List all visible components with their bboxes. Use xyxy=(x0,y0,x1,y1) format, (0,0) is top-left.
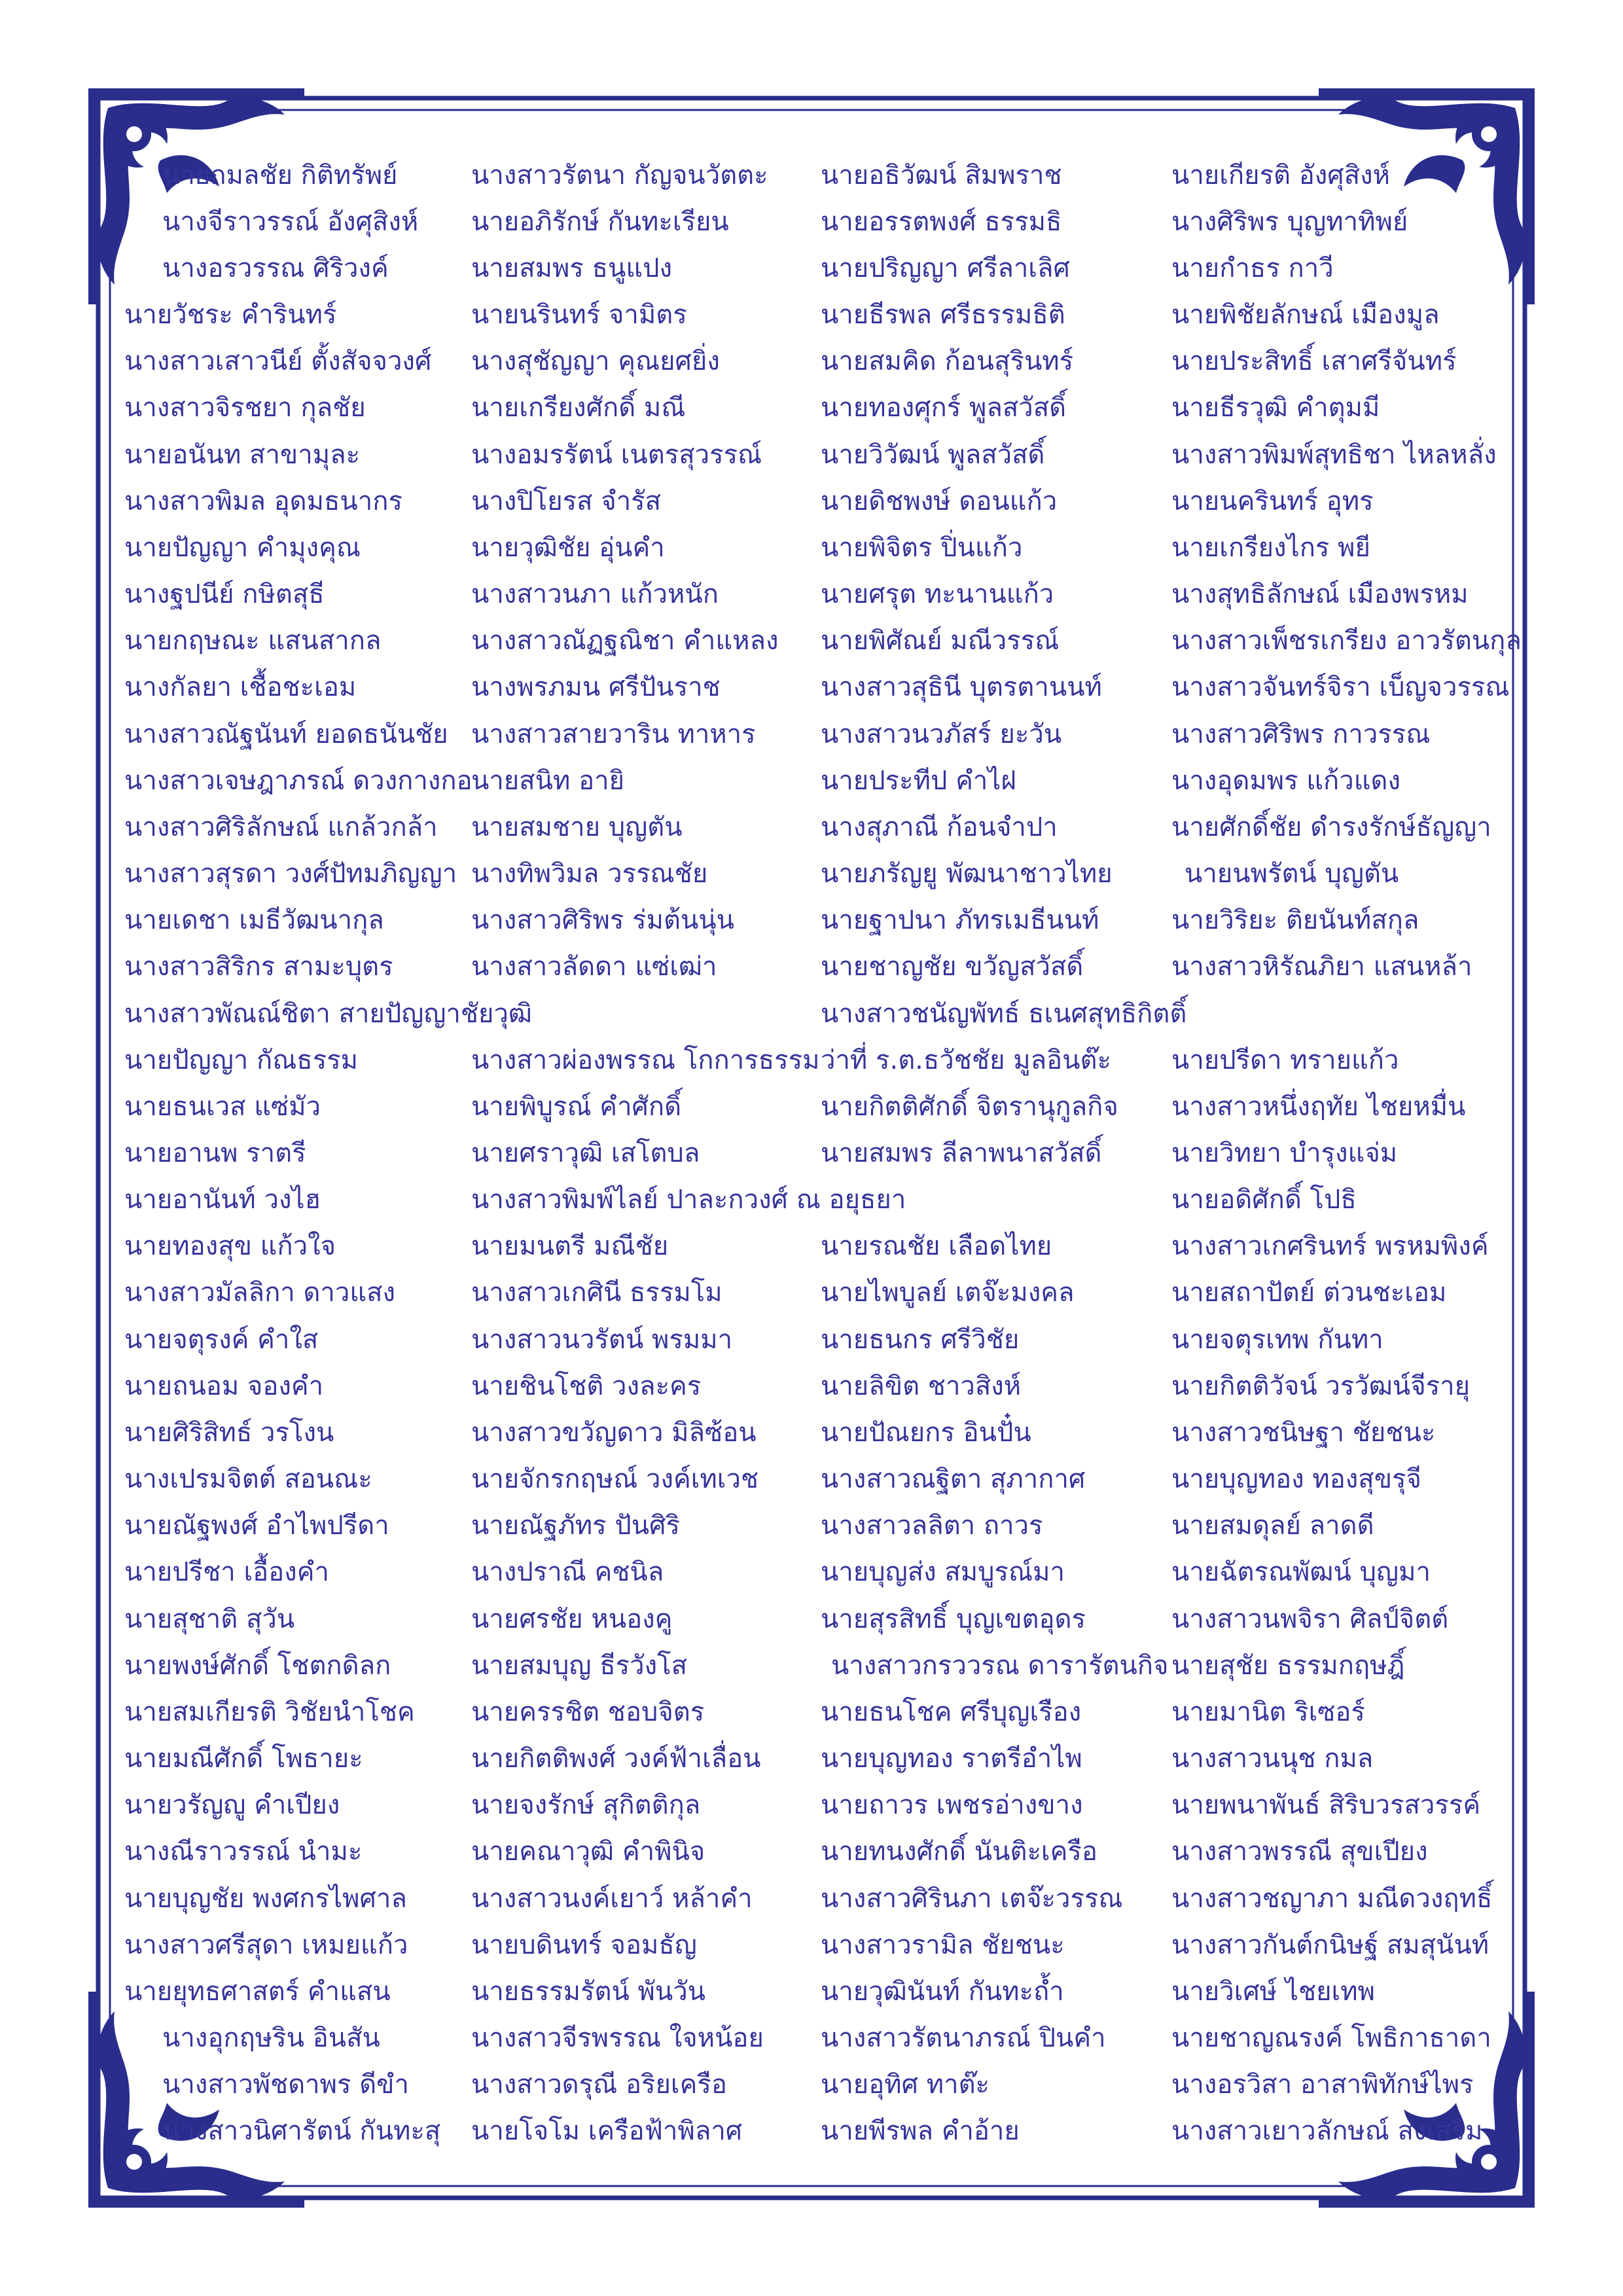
name-cell: นางสาวรามิล ชัยชนะ xyxy=(821,1929,1065,1960)
table-row xyxy=(124,757,1512,804)
name-cell: นายชาญชัย ขวัญสวัสดิ์ xyxy=(821,952,1084,982)
name-cell: นางอรวรรณ ศิริวงค์ xyxy=(162,253,389,283)
table-row xyxy=(124,1875,1512,1922)
name-cell: นายเกรียงศักดิ์ มณี xyxy=(471,393,686,423)
table-row xyxy=(124,1363,1512,1409)
table-row xyxy=(124,152,1512,198)
name-list xyxy=(124,152,1522,2155)
name-cell: นางสาวนภา แก้วหนัก xyxy=(471,579,719,610)
name-cell: นางสาวชญาภา มณีดวงฤทธิ์ xyxy=(1171,1883,1493,1914)
name-cell: นายปัญญา คำมุงคุณ xyxy=(124,532,361,563)
name-cell: นางสาวพรรณี สุขเปียง xyxy=(1171,1837,1428,1867)
name-cell: นายพิศัณย์ มณีวรรณ์ xyxy=(821,626,1060,656)
name-cell: นางสาวเจษฎาภรณ์ ดวงกางกอ xyxy=(124,765,473,796)
name-cell: นางสาวสิริกร สามะบุตร xyxy=(124,952,393,982)
name-cell: นายศักดิ์ชัย ดำรงรักษ์ธัญญา xyxy=(1171,812,1491,842)
name-cell: นายศราวุฒิ เสโตบล xyxy=(471,1138,700,1168)
name-cell: นางสุภาณี ก้อนจำปา xyxy=(821,812,1058,842)
name-cell: นางสาวเสาวนีย์ ตั้งสัจจวงศ์ xyxy=(124,346,432,377)
name-cell: นายรณชัย เลือดไทย xyxy=(821,1231,1052,1262)
name-cell: นางสาวชนัญพัทธ์ ธเนศสุทธิกิตติ์ xyxy=(821,998,1187,1029)
table-row xyxy=(124,1316,1512,1363)
name-cell: นายกฤษณะ แสนสากล xyxy=(124,626,382,656)
name-cell: นายอุทิศ ทาต๊ะ xyxy=(821,2070,990,2100)
name-cell: นายวุฒินันท์ กันทะถ้ำ xyxy=(821,1976,1064,2007)
table-row xyxy=(124,1177,1512,1223)
table-row xyxy=(124,1549,1512,1596)
name-cell: นางสาวพัณณ์ชิตา สายปัญญาชัยวุฒิ xyxy=(124,998,533,1029)
name-cell: นางสาวพิมล อุดมธนากร xyxy=(124,486,402,516)
name-cell: นายวุฒิชัย อุ่นคำ xyxy=(471,532,665,563)
name-cell: นางสาวหิรัณภิยา แสนหล้า xyxy=(1171,952,1472,982)
name-cell: นายเดชา เมธีวัฒนากุล xyxy=(124,905,384,936)
name-cell: นายสมพร ธนูแปง xyxy=(471,253,673,283)
name-cell: นายจตุรงค์ คำใส xyxy=(124,1324,319,1355)
name-cell: นางสาวรัตนาภรณ์ ปินคำ xyxy=(821,2023,1106,2054)
name-cell: นายสุรสิทธิ์ บุญเขตอุดร xyxy=(821,1604,1086,1634)
name-cell: นางทิพวิมล วรรณชัย xyxy=(471,859,708,889)
name-cell: นายทองสุข แก้วใจ xyxy=(124,1231,336,1262)
table-row xyxy=(124,571,1512,617)
name-cell: นางสาวชนิษฐา ชัยชนะ xyxy=(1171,1417,1436,1448)
name-cell: นายมณีศักดิ์ โพธายะ xyxy=(124,1744,363,1774)
name-cell: นายฐาปนา ภัทรเมธีนนท์ xyxy=(821,905,1099,936)
name-cell: นางสาวสายวาริน ทาหาร xyxy=(471,719,756,749)
table-row xyxy=(124,385,1512,431)
name-cell: นายสมเกียรติ วิชัยนำโชค xyxy=(124,1696,415,1727)
table-row xyxy=(124,524,1512,571)
table-row xyxy=(124,1270,1512,1316)
name-cell: นางปิโยรส จำรัส xyxy=(471,486,662,516)
table-row xyxy=(124,1782,1512,1829)
name-cell: นายธีรวุฒิ คำตุมมี xyxy=(1171,393,1380,423)
name-cell: นายปริญญา ศรีลาเลิศ xyxy=(821,253,1070,283)
table-row xyxy=(124,1689,1512,1735)
name-cell: นายประทีป คำไฝ xyxy=(821,765,1016,796)
name-cell: นายณัฐพงศ์ อำไพปรีดา xyxy=(124,1511,389,1541)
table-row xyxy=(124,1083,1512,1130)
table-row xyxy=(124,291,1512,338)
table-row xyxy=(124,618,1522,664)
table-row xyxy=(124,1829,1512,1875)
name-cell: นายดิชพงษ์ ดอนแก้ว xyxy=(821,486,1058,516)
name-cell: นางสาวเกศรินทร์ พรหมพิงค์ xyxy=(1171,1231,1489,1262)
name-cell: นายศรชัย หนองคู xyxy=(471,1604,673,1634)
name-cell: นางสาวรัตนา กัญจนวัตตะ xyxy=(471,160,768,190)
table-row xyxy=(124,990,1512,1037)
name-cell: นายธนกร ศรีวิชัย xyxy=(821,1324,1020,1355)
name-cell: นายสมดุลย์ ลาดดี xyxy=(1171,1511,1374,1541)
name-cell: นายมานิต ริเซอร์ xyxy=(1171,1696,1365,1727)
table-row xyxy=(124,664,1512,711)
table-row xyxy=(124,897,1512,944)
name-cell: นายคณาวุฒิ คำพินิจ xyxy=(471,1837,705,1867)
name-cell: นางสาวพัชดาพร ดีขำ xyxy=(162,2070,409,2100)
name-cell: นายวิริยะ ติยนันท์สกุล xyxy=(1171,905,1419,936)
table-row xyxy=(124,431,1512,478)
name-cell: นายสมพร ลีลาพนาสวัสดิ์ xyxy=(821,1138,1102,1168)
table-row xyxy=(124,1503,1512,1549)
name-cell: นางกัลยา เชื้อชะเอม xyxy=(124,672,357,703)
name-cell: นางอรวิสา อาสาพิทักษ์ไพร xyxy=(1171,2070,1474,2100)
name-cell: นายเกรียงไกร พยี xyxy=(1171,532,1370,563)
name-cell: นางสาวสุรดา วงศ์ปัทมภิญญา xyxy=(124,859,457,889)
table-row xyxy=(124,1968,1512,2015)
name-cell: นายพนาพันธ์ สิริบวรสวรรค์ xyxy=(1171,1790,1481,1821)
name-cell: นายวัชระ คำรินทร์ xyxy=(124,300,337,331)
name-cell: นายจักรกฤษณ์ วงค์เทเวช xyxy=(471,1464,759,1495)
name-cell: นายมนตรี มณีชัย xyxy=(471,1231,669,1262)
name-cell: นางสาวเยาวลักษณ์ ส่งเสริม xyxy=(1171,2116,1483,2147)
name-cell: นางสาวผ่องพรรณ โกการธรรม xyxy=(471,1045,820,1075)
table-row xyxy=(124,245,1512,291)
name-cell: นางอุกฤษริน อินสัน xyxy=(162,2023,380,2054)
name-cell: นายกิตติวัจน์ วรวัฒน์จีรายุ xyxy=(1171,1371,1471,1401)
name-cell: นายปรีชา เอื้องคำ xyxy=(124,1557,329,1588)
name-cell: นายวิเศษ์ ไชยเทพ xyxy=(1171,1976,1375,2007)
name-cell: นายปัญญา กัณธรรม xyxy=(124,1045,359,1075)
table-row xyxy=(124,1223,1512,1270)
name-cell: นายนครินทร์ อุทร xyxy=(1171,486,1374,516)
name-cell: นายบุญส่ง สมบูรณ์มา xyxy=(821,1557,1065,1588)
table-row xyxy=(124,1456,1512,1503)
name-cell: นายบดินทร์ จอมธัญ xyxy=(471,1929,697,1960)
name-cell: นายกมลชัย กิติทรัพย์ xyxy=(162,160,398,190)
name-cell: นางสาวมัลลิกา ดาวแสง xyxy=(124,1278,396,1308)
table-row xyxy=(124,478,1512,524)
name-cell: นายกิตติศักดิ์ จิตรานุกูลกิจ xyxy=(821,1091,1118,1122)
name-cell: นางสาวจันทร์จิรา เบ็ญจวรรณ xyxy=(1171,672,1510,703)
name-cell: นางศิริพร บุญทาทิพย์ xyxy=(1171,206,1408,237)
name-cell: นายพิจิตร ปิ่นแก้ว xyxy=(821,532,1023,563)
name-cell: นางปราณี คชนิล xyxy=(471,1557,664,1588)
name-cell: นางสุทธิลักษณ์ เมืองพรหม xyxy=(1171,579,1469,610)
name-cell: นายนรินทร์ จามิตร xyxy=(471,300,687,331)
name-cell: นางสาวสุธินี บุตรตานนท์ xyxy=(821,672,1102,703)
name-cell: นายทนงศักดิ์ นันติะเครือ xyxy=(821,1837,1097,1867)
name-cell: นางสาวกรววรณ ดารารัตนกิจ xyxy=(831,1650,1169,1681)
name-cell: นายฉัตรณพัฒน์ บุญมา xyxy=(1171,1557,1431,1588)
table-row xyxy=(124,1642,1512,1689)
name-cell: นางสาวลลิตา ถาวร xyxy=(821,1511,1043,1541)
name-cell: นายวิทยา บำรุงแจ่ม xyxy=(1171,1138,1398,1168)
table-row xyxy=(124,1130,1512,1176)
name-cell: นางสาวนวภัสร์ ยะวัน xyxy=(821,719,1062,749)
name-cell: นายศิริสิทธ์ วรโงน xyxy=(124,1417,334,1448)
name-cell: นางสาวจิรชยา กุลชัย xyxy=(124,393,366,423)
name-cell: นางสาวณัฐนันท์ ยอดธนันชัย xyxy=(124,719,448,749)
name-cell: นายปัณยกร อินปั๋น xyxy=(821,1417,1031,1448)
table-row xyxy=(124,850,1512,897)
name-cell: นางสาวศิริลักษณ์ แกล้วกล้า xyxy=(124,812,438,842)
name-cell: นายณัฐภัทร ปันศิริ xyxy=(471,1511,680,1541)
name-cell: นางสาวเพ็ชรเกรียง อาวรัตนกุล xyxy=(1171,626,1522,656)
name-cell: นายไพบูลย์ เตจ๊ะมงคล xyxy=(821,1278,1075,1308)
name-cell: นางสาวศิรินภา เตจ๊ะวรรณ xyxy=(821,1883,1123,1914)
table-row xyxy=(124,1922,1512,1968)
table-row xyxy=(124,1037,1512,1083)
name-cell: นายจงรักษ์ สุกิตติกุล xyxy=(471,1790,701,1821)
name-cell: นางสาวพิมพ์สุทธิชา ไหลหลั่ง xyxy=(1171,439,1497,470)
name-cell: นายทองศุกร์ พูลสวัสดิ์ xyxy=(821,393,1067,423)
name-cell: นายวรัญญู คำเปียง xyxy=(124,1790,340,1821)
name-cell: นายพิชัยลักษณ์ เมืองมูล xyxy=(1171,300,1440,331)
name-cell: นางสุชัญญา คุณยศยิ่ง xyxy=(471,346,720,377)
name-cell: นายธรรมรัตน์ พันวัน xyxy=(471,1976,706,2007)
name-cell: นายอธิวัฒน์ สิมพราช xyxy=(821,160,1062,190)
name-cell: นายกำธร กาวี xyxy=(1171,253,1334,283)
name-cell: นายพิบูรณ์ คำศักดิ์ xyxy=(471,1091,682,1122)
table-row xyxy=(124,2062,1512,2108)
name-cell: นางสาวศิริพร ร่มต้นนุ่น xyxy=(471,905,734,936)
name-cell: นางสาวลัดดา แซ่เฒ่า xyxy=(471,952,717,982)
table-row xyxy=(124,944,1512,990)
name-cell: นางอุดมพร แก้วแดง xyxy=(1171,765,1401,796)
table-row xyxy=(124,2108,1512,2155)
name-cell: นายปรีดา ทรายแก้ว xyxy=(1171,1045,1399,1075)
name-cell: นางสาวนิศารัตน์ กันทะสุ xyxy=(162,2116,441,2147)
name-cell: นางสาวนนุช กมล xyxy=(1171,1744,1374,1774)
name-cell: นายพงษ์ศักดิ์ โชตกดิลก xyxy=(124,1650,391,1681)
table-row xyxy=(124,2015,1512,2062)
name-cell: นายอดิศักดิ์ โปธิ xyxy=(1171,1185,1357,1215)
name-cell: นายกิตติพงศ์ วงค์ฟ้าเลื่อน xyxy=(471,1744,761,1774)
name-cell: นางสาวณฐิตา สุภากาศ xyxy=(821,1464,1086,1495)
name-cell: นายอานันท์ วงไฮ xyxy=(124,1185,321,1215)
name-cell: นายสุชาติ สุวัน xyxy=(124,1604,295,1634)
name-cell: นายครรชิต ชอบจิตร xyxy=(471,1696,705,1727)
name-cell: นายอนันท สาขามุละ xyxy=(124,439,361,470)
name-cell: นางสาวขวัญดาว มิลิซ้อน xyxy=(471,1417,757,1448)
name-cell: นางสาวนพจิรา ศิลป์จิตต์ xyxy=(1171,1604,1449,1634)
name-cell: นายอานพ ราตรี xyxy=(124,1138,306,1168)
name-cell: นางอมรรัตน์ เนตรสุวรรณ์ xyxy=(471,439,762,470)
name-cell: นายชาญณรงค์ โพธิกาธาดา xyxy=(1171,2023,1491,2054)
name-cell: นายชินโชติ วงละคร xyxy=(471,1371,702,1401)
name-cell: นายวิวัฒน์ พูลสวัสดิ์ xyxy=(821,439,1045,470)
name-cell: นางสาวณัฏฐณิชา คำแหลง xyxy=(471,626,779,656)
table-row xyxy=(124,1736,1512,1782)
table-row xyxy=(124,804,1512,850)
name-cell: นายอรรตพงศ์ ธรรมธิ xyxy=(821,206,1062,237)
name-cell: นางฐปนีย์ กษิตสุธี xyxy=(124,579,325,610)
name-cell: นายธนเวส แซ่มัว xyxy=(124,1091,321,1122)
table-row xyxy=(124,198,1512,245)
name-cell: นายภรัญยู พัฒนาชาวไทย xyxy=(821,859,1113,889)
table-row xyxy=(124,1596,1512,1642)
name-cell: นางสาวกันต์กนิษฐ์ สมสุนันท์ xyxy=(1171,1929,1489,1960)
name-cell: นายพีรพล คำอ้าย xyxy=(821,2116,1020,2147)
name-cell: นางสาวเกศินี ธรรมโม xyxy=(471,1278,722,1308)
name-cell: นางสาวนงค์เยาว์ หล้าคำ xyxy=(471,1883,753,1914)
name-cell: นายประสิทธิ์ เสาศรีจันทร์ xyxy=(1171,346,1457,377)
name-cell: นางสาวดรุณี อริยเครือ xyxy=(471,2070,727,2100)
name-cell: นายยุทธศาสตร์ คำแสน xyxy=(124,1976,391,2007)
name-cell: นายถนอม จองคำ xyxy=(124,1371,324,1401)
table-row xyxy=(124,338,1512,385)
name-cell: นายธนโชค ศรีบุญเรือง xyxy=(821,1696,1082,1727)
name-cell: นายสุชัย ธรรมกฤษฎิ์ xyxy=(1171,1650,1405,1681)
name-cell: นายธีรพล ศรีธรรมธิติ xyxy=(821,300,1065,331)
name-cell: นายโจโม เครือฟ้าพิลาศ xyxy=(471,2116,743,2147)
name-cell: นายสนิท อายิ xyxy=(471,765,625,796)
name-cell: นายสมบุญ ธีรวังโส xyxy=(471,1650,687,1681)
name-cell: นางสาวศิริพร กาวรรณ xyxy=(1171,719,1431,749)
name-cell: นายศรุต ทะนานแก้ว xyxy=(821,579,1054,610)
name-cell: นายบุญชัย พงศกรไพศาล xyxy=(124,1883,407,1914)
table-row xyxy=(124,711,1512,757)
table-row xyxy=(124,1409,1512,1456)
name-cell: นางณีราวรรณ์ นำมะ xyxy=(124,1837,363,1867)
name-cell: นางเปรมจิตต์ สอนณะ xyxy=(124,1464,372,1495)
name-cell: นายบุญทอง ทองสุขรุจี xyxy=(1171,1464,1421,1495)
name-cell: นางสาวจีรพรรณ ใจหน้อย xyxy=(471,2023,764,2054)
name-cell: นายจตุรเทพ กันทา xyxy=(1171,1324,1383,1355)
name-cell: นางจีราวรรณ์ อังศุสิงห์ xyxy=(162,206,419,237)
name-cell: นายเกียรติ อังศุสิงห์ xyxy=(1171,160,1391,190)
name-cell: นางสาวหนึ่งฤทัย ไชยหมื่น xyxy=(1171,1091,1466,1122)
name-cell: นางสาวพิมพ์ไลย์ ปาละกวงศ์ ณ อยุธยา xyxy=(471,1185,906,1215)
name-cell: นายนพรัตน์ บุญตัน xyxy=(1185,859,1399,889)
name-cell: นางพรภมน ศรีปันราช xyxy=(471,672,721,703)
name-cell: ว่าที่ ร.ต.ธวัชชัย มูลอินต๊ะ xyxy=(821,1045,1111,1075)
name-cell: นายบุญทอง ราตรีอำไพ xyxy=(821,1744,1082,1774)
name-cell: นางสาวนวรัตน์ พรมมา xyxy=(471,1324,733,1355)
name-cell: นายถาวร เพชรอ่างขาง xyxy=(821,1790,1083,1821)
name-cell: นายอภิรักษ์ กันทะเรียน xyxy=(471,206,729,237)
name-cell: นายสมคิด ก้อนสุรินทร์ xyxy=(821,346,1074,377)
name-cell: นายสมชาย บุญตัน xyxy=(471,812,683,842)
name-cell: นางสาวศรีสุดา เหมยแก้ว xyxy=(124,1929,408,1960)
name-cell: นายลิขิต ชาวสิงห์ xyxy=(821,1371,1022,1401)
name-cell: นายสถาปัตย์ ต่วนชะเอม xyxy=(1171,1278,1447,1308)
